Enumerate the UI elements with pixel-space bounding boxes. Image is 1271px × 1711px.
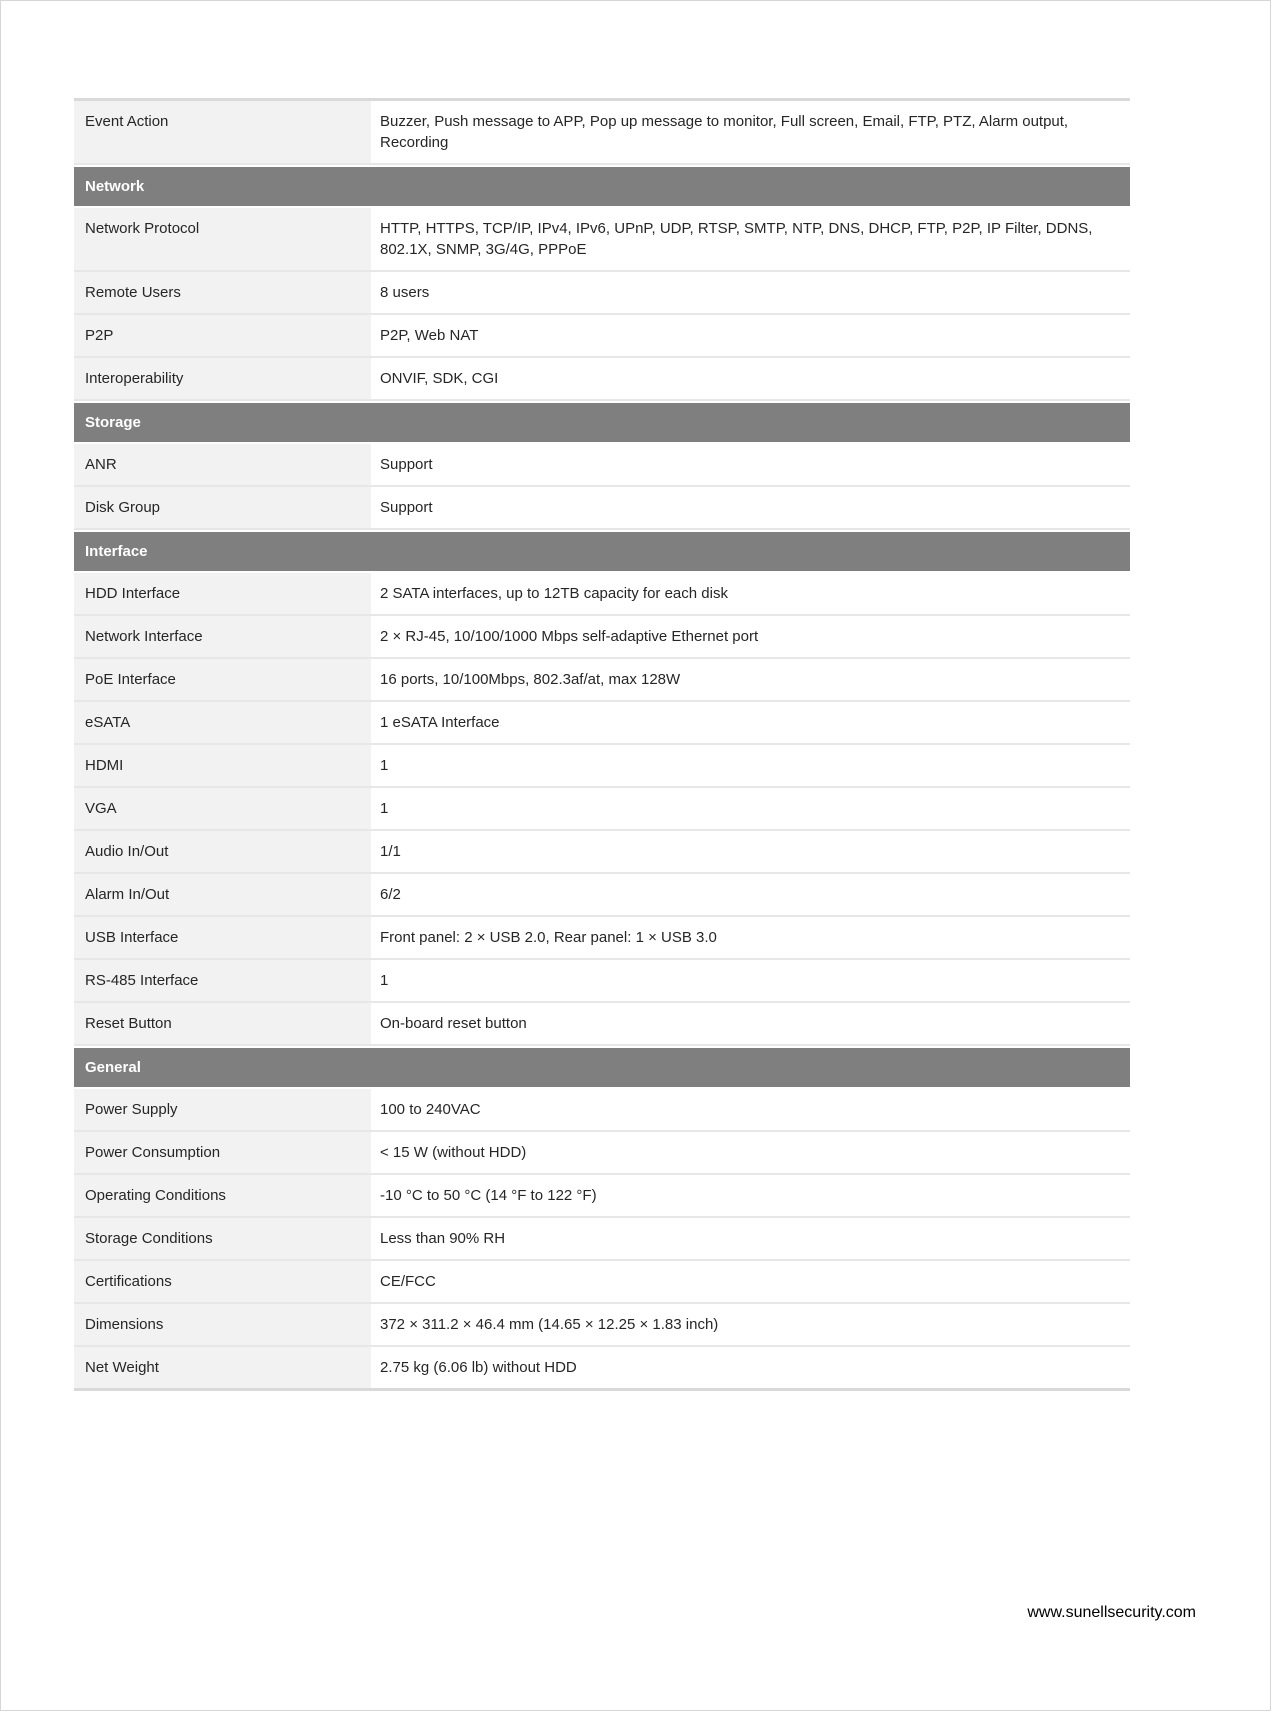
- table-row: [74, 1304, 1130, 1347]
- table-row: [74, 1132, 1130, 1175]
- table-row: [74, 874, 1130, 917]
- spec-value-cell: HTTP, HTTPS, TCP/IP, IPv4, IPv6, UPnP, UDP, RTSP, SMTP, NTP, DNS, DHCP, FTP, P2P, IP Filter, DDNS, 802.1X, SNMP, 3G/4G, PPPoE: [371, 208, 1130, 270]
- table-row: [74, 573, 1130, 616]
- spec-value-cell: 1/1: [371, 831, 1130, 872]
- spec-value-cell: 2 × RJ-45, 10/100/1000 Mbps self-adaptive Ethernet port: [371, 616, 1130, 657]
- spec-label-cell: Event Action: [74, 101, 371, 163]
- spec-label-cell: Power Supply: [74, 1089, 371, 1130]
- table-row: [74, 1347, 1130, 1388]
- spec-label-cell: USB Interface: [74, 917, 371, 958]
- spec-value-cell: ONVIF, SDK, CGI: [371, 358, 1130, 399]
- spec-value-cell: On-board reset button: [371, 1003, 1130, 1044]
- spec-label-cell: Reset Button: [74, 1003, 371, 1044]
- spec-label-cell: Interoperability: [74, 358, 371, 399]
- table-row: [74, 1089, 1130, 1132]
- spec-value-cell: 2 SATA interfaces, up to 12TB capacity for each disk: [371, 573, 1130, 614]
- table-section-header: Interface: [74, 532, 1130, 571]
- spec-label-cell: Alarm In/Out: [74, 874, 371, 915]
- spec-label-cell: Certifications: [74, 1261, 371, 1302]
- table-row: [74, 659, 1130, 702]
- spec-value-cell: 1: [371, 745, 1130, 786]
- spec-label-cell: Operating Conditions: [74, 1175, 371, 1216]
- spec-value-cell: 2.75 kg (6.06 lb) without HDD: [371, 1347, 1130, 1388]
- table-section-header: Network: [74, 167, 1130, 206]
- spec-value-cell: Front panel: 2 × USB 2.0, Rear panel: 1 × USB 3.0: [371, 917, 1130, 958]
- footer-url[interactable]: www.sunellsecurity.com: [1027, 1604, 1196, 1621]
- table-section-header: Storage: [74, 403, 1130, 442]
- table-section-header: General: [74, 1048, 1130, 1087]
- spec-label-cell: PoE Interface: [74, 659, 371, 700]
- table-row: [74, 702, 1130, 745]
- spec-label-cell: Audio In/Out: [74, 831, 371, 872]
- spec-value-cell: 1 eSATA Interface: [371, 702, 1130, 743]
- spec-value-cell: 372 × 311.2 × 46.4 mm (14.65 × 12.25 × 1.83 inch): [371, 1304, 1130, 1345]
- spec-value-cell: 100 to 240VAC: [371, 1089, 1130, 1130]
- table-row: [74, 917, 1130, 960]
- table-row: [74, 208, 1130, 272]
- spec-value-cell: Less than 90% RH: [371, 1218, 1130, 1259]
- spec-value-cell: Buzzer, Push message to APP, Pop up message to monitor, Full screen, Email, FTP, PTZ, Alarm output, Recording: [371, 101, 1130, 163]
- table-row: [74, 960, 1130, 1003]
- spec-value-cell: 16 ports, 10/100Mbps, 802.3af/at, max 128W: [371, 659, 1130, 700]
- spec-label-cell: eSATA: [74, 702, 371, 743]
- spec-value-cell: 6/2: [371, 874, 1130, 915]
- table-row: [74, 616, 1130, 659]
- spec-label-cell: Network Protocol: [74, 208, 371, 270]
- table-row: [74, 1261, 1130, 1304]
- table-row: [74, 487, 1130, 530]
- spec-label-cell: ANR: [74, 444, 371, 485]
- table-row: [74, 358, 1130, 401]
- spec-label-cell: Dimensions: [74, 1304, 371, 1345]
- spec-label-cell: HDMI: [74, 745, 371, 786]
- table-row: [74, 788, 1130, 831]
- table-row: [74, 1218, 1130, 1261]
- table-row: [74, 1175, 1130, 1218]
- spec-value-cell: CE/FCC: [371, 1261, 1130, 1302]
- spec-value-cell: < 15 W (without HDD): [371, 1132, 1130, 1173]
- spec-value-cell: 8 users: [371, 272, 1130, 313]
- spec-value-cell: P2P, Web NAT: [371, 315, 1130, 356]
- table-row: [74, 315, 1130, 358]
- spec-value-cell: Support: [371, 444, 1130, 485]
- spec-label-cell: VGA: [74, 788, 371, 829]
- spec-label-cell: Storage Conditions: [74, 1218, 371, 1259]
- table-row: [74, 745, 1130, 788]
- spec-label-cell: Remote Users: [74, 272, 371, 313]
- spec-value-cell: 1: [371, 960, 1130, 1001]
- spec-value-cell: -10 °C to 50 °C (14 °F to 122 °F): [371, 1175, 1130, 1216]
- spec-label-cell: RS-485 Interface: [74, 960, 371, 1001]
- table-row: [74, 444, 1130, 487]
- spec-label-cell: Net Weight: [74, 1347, 371, 1388]
- spec-value-cell: Support: [371, 487, 1130, 528]
- spec-label-cell: HDD Interface: [74, 573, 371, 614]
- spec-label-cell: Network Interface: [74, 616, 371, 657]
- spec-label-cell: Power Consumption: [74, 1132, 371, 1173]
- table-row: [74, 272, 1130, 315]
- table-row: [74, 1003, 1130, 1046]
- spec-value-cell: 1: [371, 788, 1130, 829]
- spec-table: [74, 98, 1130, 1391]
- table-row: [74, 831, 1130, 874]
- spec-label-cell: P2P: [74, 315, 371, 356]
- table-row: [74, 101, 1130, 165]
- spec-label-cell: Disk Group: [74, 487, 371, 528]
